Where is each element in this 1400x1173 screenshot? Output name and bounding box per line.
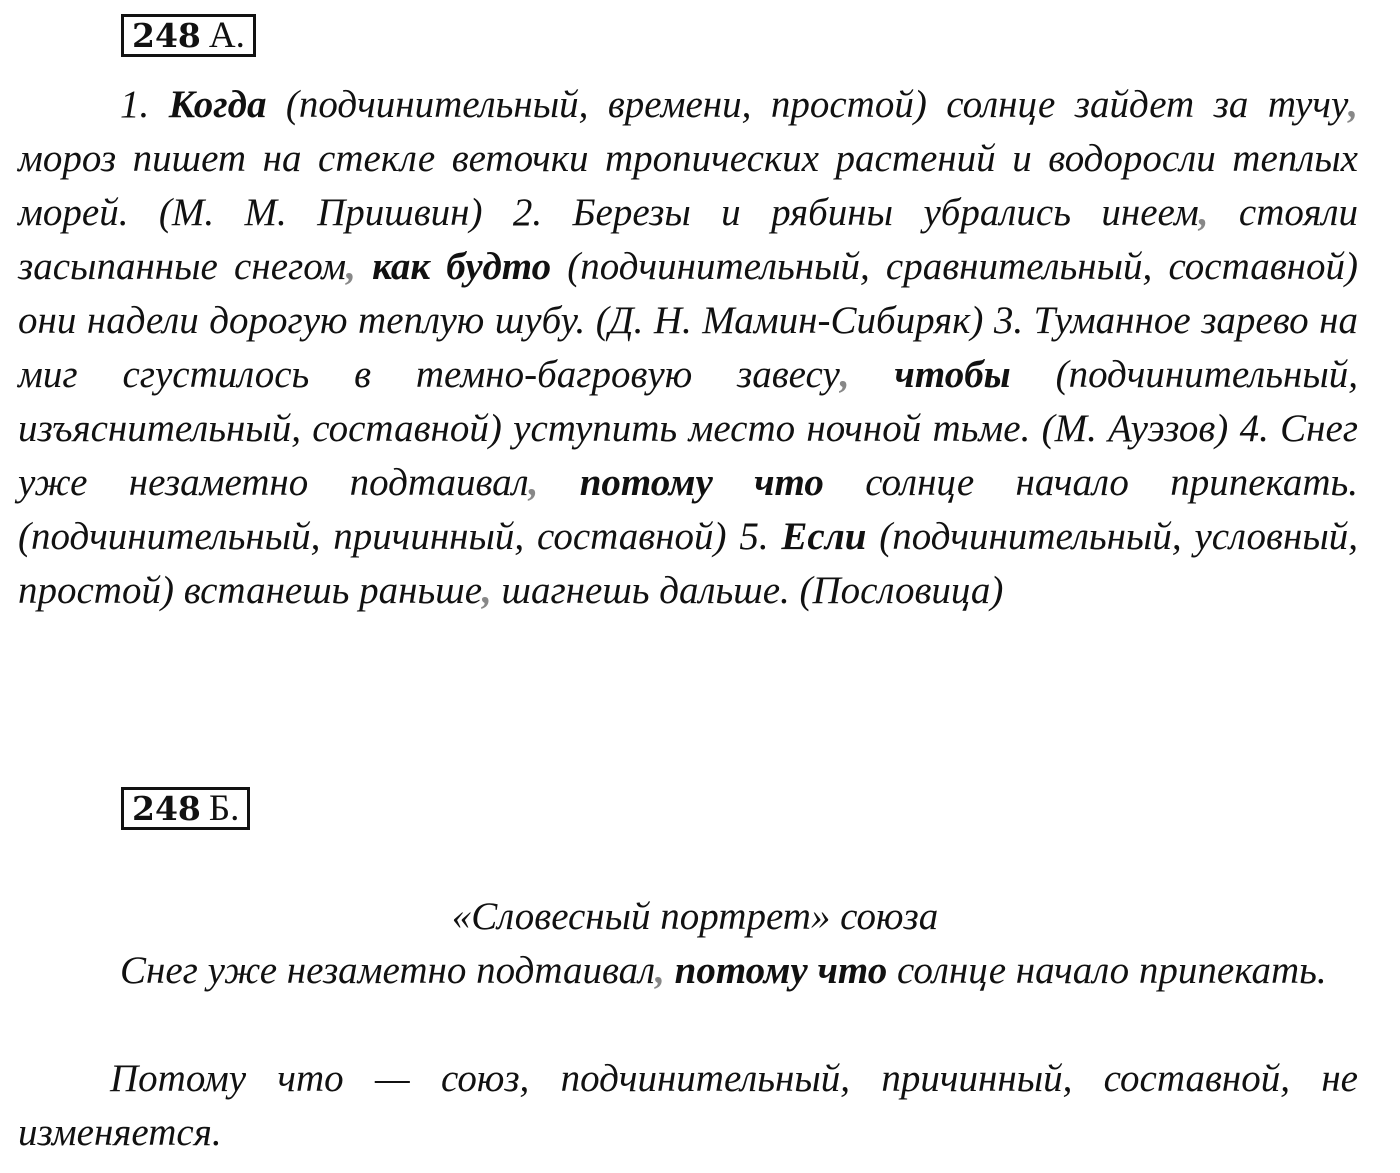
task-letter: А. (208, 15, 245, 56)
text-run: 1. (120, 83, 169, 126)
conjunction-highlight: Когда (168, 83, 267, 126)
task-number-248a (121, 14, 256, 57)
text-run: мороз пишет на стекле веточки тропических растений и водоросли теплых морей. (М. М. Пришвин) 2. Березы и рябины убрались инеем (18, 137, 1358, 234)
text-run (538, 461, 579, 504)
text-run: солнце начало припекать. (887, 949, 1327, 992)
text-run (665, 949, 675, 992)
description-text: Потому что — союз, подчинительный, причинный, составной, не изменяется. (18, 1057, 1358, 1154)
conjunction-highlight: Если (781, 515, 867, 558)
task-number: 248 (132, 789, 201, 828)
comma-mark: , (346, 245, 356, 288)
text-run: (подчинительный, сравнительный, составной) они надели дорогую теплую шубу. (Д. Н. Мамин-Сибиряк) 3. Туманное зарево на миг сгустилось в темно-багровую завесу (18, 245, 1358, 396)
text-run: стояли засыпанные снегом (18, 191, 1358, 288)
conjunction-highlight: потому что (674, 949, 888, 992)
conjunction-highlight: чтобы (894, 353, 1011, 396)
text-run: солнце начало припекать. (подчинительный, причинный, составной) 5. (18, 461, 1358, 558)
comma-mark: , (655, 949, 665, 992)
text-run: шагнешь дальше. (Пословица) (491, 569, 1004, 612)
portrait-heading: «Словесный портрет» союза (451, 895, 939, 938)
task-b-description (18, 1052, 1358, 1160)
task-number-248b (121, 787, 250, 830)
comma-mark: , (528, 461, 539, 504)
task-b-sentence (18, 944, 1358, 998)
text-run (356, 245, 372, 288)
comma-mark: , (482, 569, 492, 612)
text-run: (подчинительный, изъяснительный, составной) уступить место ночной тьме. (М. Ауэзов) 4. Снег уже незаметно подтаивал (18, 353, 1359, 504)
comma-mark: , (839, 353, 850, 396)
task-letter: Б. (208, 788, 240, 829)
task-number: 248 (132, 16, 201, 55)
task-a-text (18, 78, 1358, 618)
conjunction-highlight: как будто (372, 245, 552, 288)
text-run: Снег уже незаметно подтаивал (120, 949, 656, 992)
comma-mark: , (1198, 191, 1209, 234)
text-run (850, 353, 895, 396)
text-run: (подчинительный, времени, простой) солнце зайдет за тучу (266, 83, 1349, 126)
text-run: (подчинительный, условный, простой) встанешь раньше (18, 515, 1358, 612)
conjunction-highlight: потому что (579, 461, 824, 504)
comma-mark: , (1348, 83, 1359, 126)
